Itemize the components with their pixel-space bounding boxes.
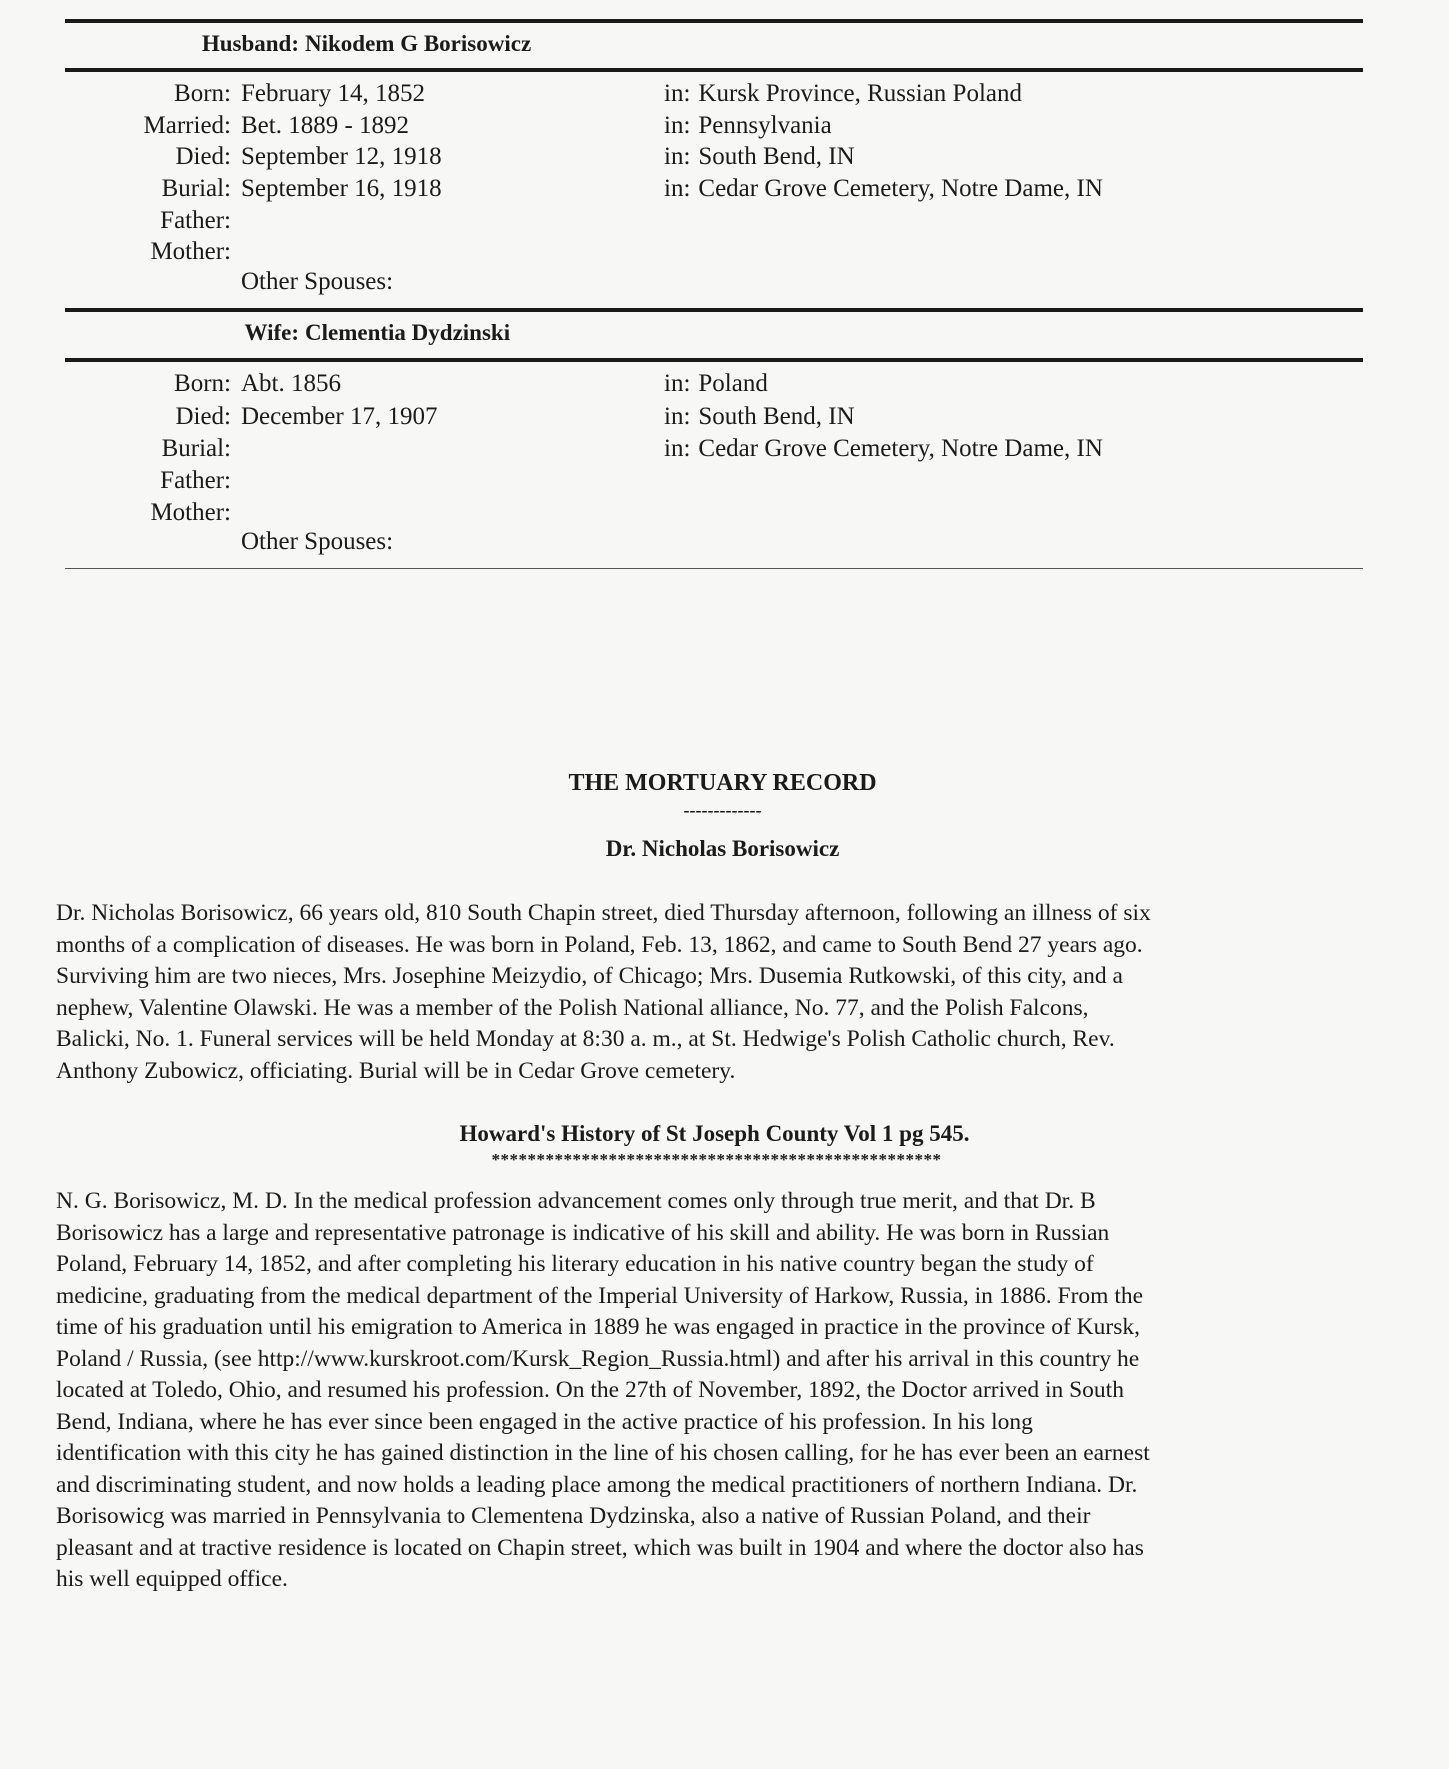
history-line: Bend, Indiana, where he has ever since been engaged in the active practice of his profession. In his long: [56, 1408, 1033, 1435]
history-divider: **************************************************: [491, 1150, 942, 1169]
history-line: identification with this city he has gained distinction in the line of his chosen calling, for he has ever been an earnest: [56, 1440, 1150, 1466]
fact-place: in: Poland: [664, 370, 768, 397]
fact-value: September 16, 1918: [241, 175, 442, 202]
mortuary-line: Anthony Zubowicz, officiating. Burial will be in Cedar Grove cemetery.: [56, 1057, 736, 1084]
mortuary-line: Surviving him are two nieces, Mrs. Josephine Meizydio, of Chicago; Mrs. Dusemia Rutkowski, of this city, and a: [56, 963, 1123, 989]
husband-mother-row: [0, 236, 1449, 268]
mortuary-line: Balicki, No. 1. Funeral services will be held Monday at 8:30 a. m., at St. Hedwige's Polish Catholic church, Rev.: [56, 1026, 1115, 1052]
husband-burial-row: [0, 173, 1449, 205]
history-line: located at Toledo, Ohio, and resumed his profession. On the 27th of November, 1892, the Doctor arrived in South: [56, 1377, 1124, 1403]
fact-place: in: Cedar Grove Cemetery, Notre Dame, IN: [664, 175, 1103, 202]
fact-value: February 14, 1852: [241, 80, 425, 107]
fact-place: in: Pennsylvania: [664, 112, 832, 139]
wife-born-row: [0, 368, 1449, 400]
history-paragraph: [56, 1186, 1386, 1596]
fact-label: Married:: [143, 112, 231, 139]
fact-label: Died:: [175, 403, 231, 430]
mortuary-line: months of a complication of diseases. He was born in Poland, Feb. 13, 1862, and came to South Bend 27 years ago.: [56, 931, 1143, 958]
mortuary-title: THE MORTUARY RECORD: [568, 770, 877, 796]
wife-mother-row: [0, 497, 1449, 529]
wife-burial-row: [0, 433, 1449, 465]
wife-name: Clementia Dydzinski: [305, 320, 511, 345]
mortuary-line: nephew, Valentine Olawski. He was a member of the Polish National alliance, No. 77, and the Polish Falcons,: [56, 994, 1089, 1021]
wife-father-row: [0, 465, 1449, 497]
history-line: N. G. Borisowicz, M. D. In the medical profession advancement comes only through true merit, and that Dr. B: [56, 1188, 1096, 1214]
fact-place: in: South Bend, IN: [664, 143, 855, 170]
wife-other-spouses: Other Spouses:: [241, 528, 394, 555]
husband-name: Nikodem G Borisowicz: [305, 31, 532, 56]
fact-label: Father:: [160, 207, 231, 234]
history-line: pleasant and at tractive residence is located on Chapin street, which was built in 1904 and where the doctor also has: [56, 1534, 1144, 1561]
mortuary-subtitle: Dr. Nicholas Borisowicz: [605, 836, 840, 861]
husband-header-rule: [65, 68, 1363, 72]
fact-value: September 12, 1918: [241, 143, 442, 170]
wife-bottom-rule: [65, 568, 1363, 569]
wife-header-rule: [65, 358, 1363, 362]
fact-label: Mother:: [150, 499, 231, 526]
wife-label: Wife:: [244, 320, 299, 345]
mortuary-line: Dr. Nicholas Borisowicz, 66 years old, 810 South Chapin street, died Thursday afternoon, following an illness of six: [56, 900, 1151, 926]
history-title: Howard's History of St Joseph County Vol 1 pg 545.: [459, 1121, 970, 1146]
husband-married-row: [0, 110, 1449, 142]
fact-label: Died:: [175, 143, 231, 170]
history-line: Borisowicg was married in Pennsylvania to Clementena Dydzinska, also a native of Russian Poland, and their: [56, 1503, 1091, 1529]
husband-born-row: [0, 78, 1449, 110]
history-line: Borisowicz has a large and representative patronage is indicative of his skill and ability. He was born in Russian: [56, 1219, 1110, 1246]
fact-label: Born:: [174, 80, 231, 107]
fact-label: Born:: [174, 370, 231, 397]
fact-value: Abt. 1856: [241, 370, 341, 397]
fact-label: Burial:: [161, 175, 231, 202]
mortuary-paragraph: [56, 898, 1386, 1087]
husband-died-row: [0, 141, 1449, 173]
fact-place: in: Cedar Grove Cemetery, Notre Dame, IN: [664, 435, 1103, 462]
fact-label: Burial:: [161, 435, 231, 462]
wife-died-row: [0, 401, 1449, 433]
wife-top-rule: [65, 308, 1363, 312]
husband-other-spouses: Other Spouses:: [241, 268, 394, 295]
husband-label: Husband:: [201, 31, 299, 56]
history-line: time of his graduation until his emigration to America in 1889 he was engaged in practice in the province of Kursk,: [56, 1314, 1140, 1340]
fact-label: Mother:: [150, 238, 231, 265]
fact-place: in: Kursk Province, Russian Poland: [664, 80, 1023, 107]
mortuary-divider: -------------: [683, 800, 762, 820]
top-rule: [65, 19, 1363, 23]
history-line: his well equipped office.: [56, 1566, 288, 1592]
history-line: and discriminating student, and now holds a leading place among the medical practitioners of northern Indiana. Dr.: [56, 1471, 1138, 1498]
husband-father-row: [0, 205, 1449, 237]
fact-place: in: South Bend, IN: [664, 403, 855, 430]
fact-value: Bet. 1889 - 1892: [241, 112, 410, 139]
history-line: Poland / Russia, (see http://www.kurskroot.com/Kursk_Region_Russia.html) and after his arrival in this country he: [56, 1345, 1140, 1372]
history-line: Poland, February 14, 1852, and after completing his literary education in his native country began the study of: [56, 1251, 1094, 1277]
history-line: medicine, graduating from the medical department of the Imperial University of Harkow, Russia, in 1886. From the: [56, 1282, 1144, 1309]
fact-label: Father:: [160, 467, 231, 494]
fact-value: December 17, 1907: [241, 403, 438, 430]
